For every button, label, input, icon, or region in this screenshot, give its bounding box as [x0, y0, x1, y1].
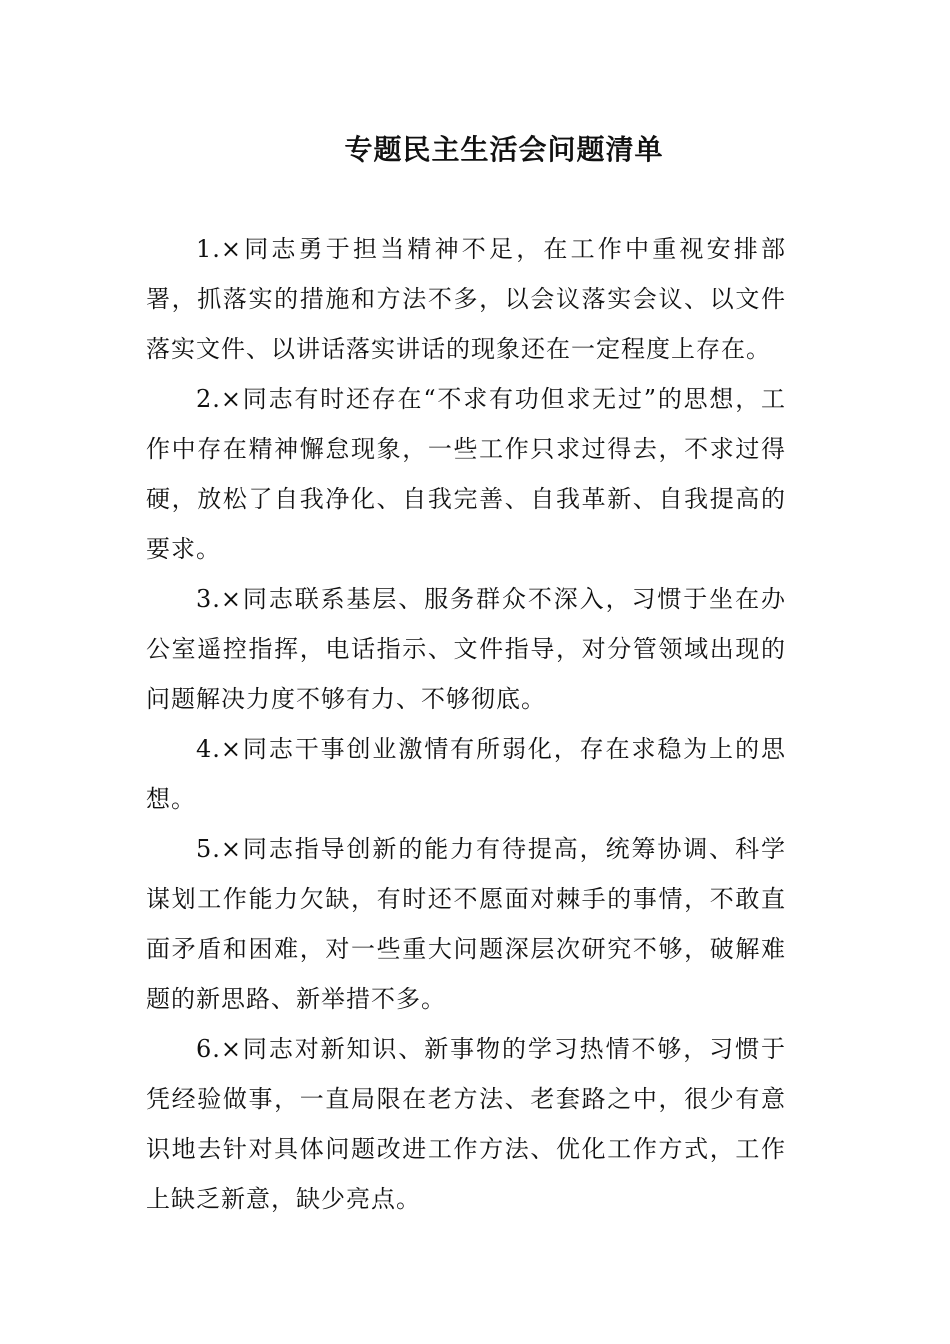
document-body: [146, 224, 786, 1224]
document-title: 专题民主生活会问题清单: [344, 133, 664, 166]
paragraph-4: 4.×同志干事创业激情有所弱化，存在求稳为上的思想。: [146, 735, 786, 813]
paragraph-3: 3.×同志联系基层、服务群众不深入，习惯于坐在办公室遥控指挥，电话指示、文件指导，对分管领域出现的问题解决力度不够有力、不够彻底。: [146, 585, 786, 713]
paragraph-2: 2.×同志有时还存在“不求有功但求无过”的思想，工作中存在精神懈怠现象，一些工作只求过得去，不求过得硬，放松了自我净化、自我完善、自我革新、自我提高的要求。: [146, 385, 786, 563]
paragraph-1: 1.×同志勇于担当精神不足，在工作中重视安排部署，抓落实的措施和方法不多，以会议落实会议、以文件落实文件、以讲话落实讲话的现象还在一定程度上存在。: [146, 235, 786, 363]
paragraph-6: 6.×同志对新知识、新事物的学习热情不够，习惯于凭经验做事，一直局限在老方法、老套路之中，很少有意识地去针对具体问题改进工作方法、优化工作方式，工作上缺乏新意，缺少亮点。: [146, 1035, 786, 1213]
paragraph-5: 5.×同志指导创新的能力有待提高，统筹协调、科学谋划工作能力欠缺，有时还不愿面对棘手的事情，不敢直面矛盾和困难，对一些重大问题深层次研究不够，破解难题的新思路、新举措不多。: [146, 835, 786, 1013]
